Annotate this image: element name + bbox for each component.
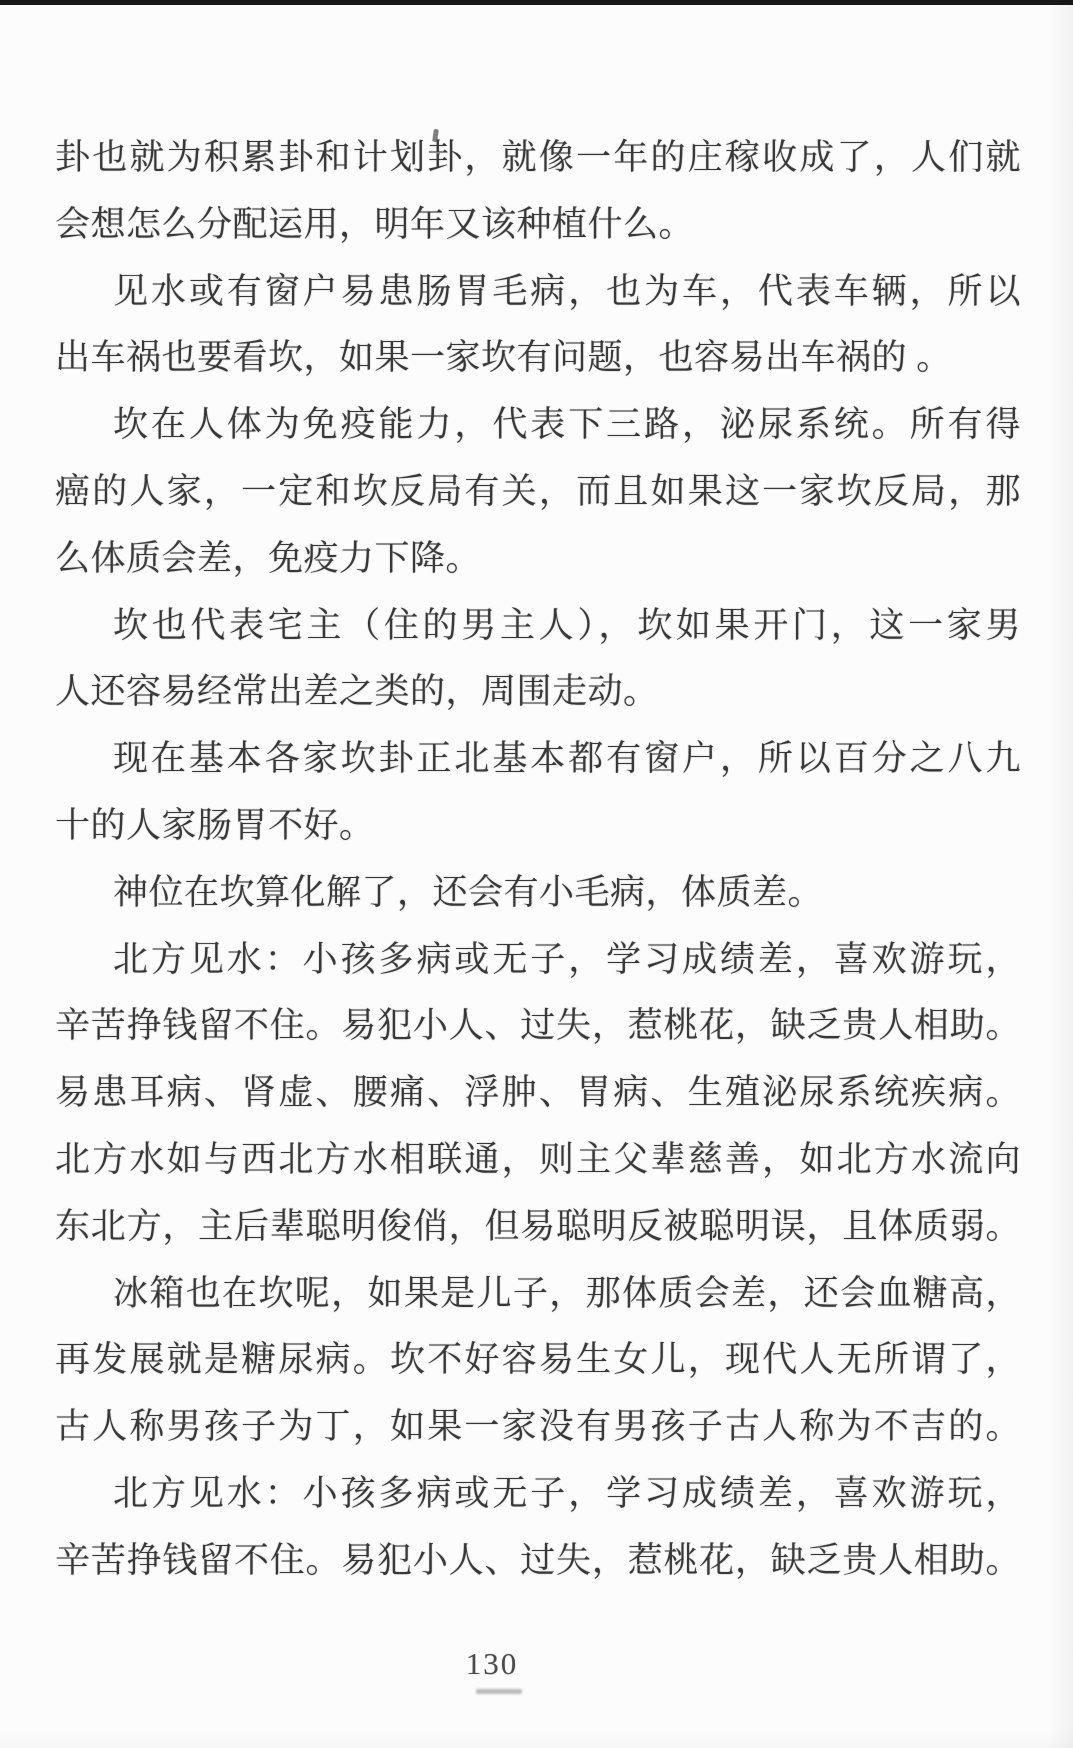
top-edge-bar (0, 0, 1073, 5)
text-line: 见水或有窗户易患肠胃毛病，也为车，代表车辆，所以 (113, 271, 1021, 311)
text-line: 会想怎么分配运用，明年又该种植什么。 (55, 204, 695, 244)
text-line: 么体质会差，免疫力下降。 (55, 538, 482, 578)
text-line: 出车祸也要看坎，如果一家坎有问题，也容易出车祸的 。 (55, 338, 952, 378)
text-line: 冰箱也在坎呢，如果是儿子，那体质会差，还会血糖高， (113, 1273, 1021, 1313)
text-line: 现在基本各家坎卦正北基本都有窗户，所以百分之八九 (113, 739, 1021, 779)
scan-artifact (476, 1689, 522, 1694)
text-line: 辛苦挣钱留不住。易犯小人、过失，惹桃花，缺乏贵人相助。 (55, 1006, 1021, 1046)
text-line: 人还容易经常出差之类的，周围走动。 (55, 672, 659, 712)
text-line: 辛苦挣钱留不住。易犯小人、过失，惹桃花，缺乏贵人相助。 (55, 1540, 1021, 1580)
text-line: 古人称男孩子为丁，如果一家没有男孩子古人称为不吉的。 (55, 1407, 1021, 1447)
text-line: 十的人家肠胃不好。 (55, 805, 375, 845)
text-line: 北方见水：小孩多病或无子，学习成绩差，喜欢游玩， (113, 939, 1021, 979)
text-line: 卦也就为积累卦和计划卦，就像一年的庄稼收成了，人们就 (55, 138, 1021, 177)
text-line: 再发展就是糖尿病。坎不好容易生女儿，现代人无所谓了， (55, 1340, 1021, 1380)
text-line: 东北方，主后辈聪明俊俏，但易聪明反被聪明误，且体质弱。 (55, 1206, 1021, 1246)
text-line: 坎在人体为免疫能力，代表下三路，泌尿系统。所有得 (113, 405, 1021, 445)
text-line: 北方见水：小孩多病或无子，学习成绩差，喜欢游玩， (113, 1473, 1021, 1513)
text-line: 北方水如与西北方水相联通，则主父辈慈善，如北方水流向 (55, 1139, 1021, 1179)
page-edge-shadow (0, 1730, 1073, 1748)
text-line: 坎也代表宅主（住的男主人），坎如果开门，这一家男 (113, 605, 1021, 645)
page-body (55, 125, 1021, 1595)
page-number: 130 (465, 1646, 519, 1681)
text-line: 神位在坎算化解了，还会有小毛病，体质差。 (113, 872, 824, 912)
page-edge-shadow (1047, 0, 1073, 1748)
text-line: 癌的人家，一定和坎反局有关，而且如果这一家坎反局，那 (55, 471, 1021, 511)
text-line: 易患耳病、肾虚、腰痛、浮肿、胃病、生殖泌尿系统疾病。 (55, 1073, 1021, 1113)
